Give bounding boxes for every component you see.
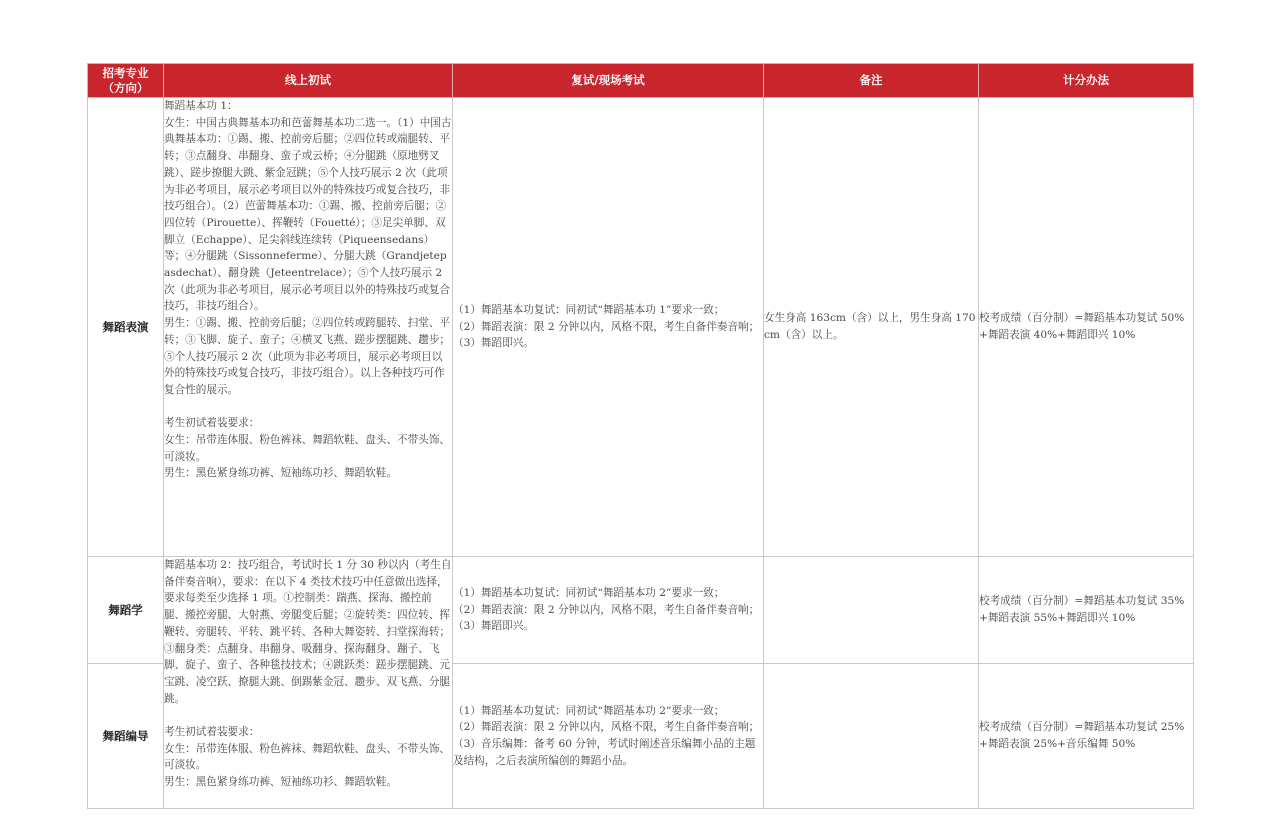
scoring-cell: 校考成绩（百分制）=舞蹈基本功复试 50%+舞蹈表演 40%+舞蹈即兴 10% [979,98,1194,557]
table-row [88,98,1194,557]
remark-cell [764,557,979,664]
table-header-row [88,64,1194,98]
remark-cell: 女生身高 163cm（含）以上，男生身高 170cm（含）以上。 [764,98,979,557]
scoring-cell: 校考成绩（百分制）=舞蹈基本功复试 35%+舞蹈表演 55%+舞蹈即兴 10% [979,557,1194,664]
header-major: 招考专业 （方向） [88,64,164,98]
header-scoring: 计分办法 [979,64,1194,98]
scoring-cell: 校考成绩（百分制）=舞蹈基本功复试 25%+舞蹈表演 25%+音乐编舞 50% [979,664,1194,809]
exam-requirements-table [87,63,1194,809]
header-retest: 复试/现场考试 [453,64,764,98]
online-exam-cell: 舞蹈基本功 1： 女生：中国古典舞基本功和芭蕾舞基本功二选一。（1）中国古典舞基本功：①踢、搬、控前旁后腿；②四位转或端腿转、平转；③点翻身、串翻身、蛮子或云桥；④分腿跳（原地劈叉跳）、蹉步撩腿大跳、紫金冠跳；⑤个人技巧展示 2 次（此项为非必考项目，展示必考项目以外的特殊技巧或复合技巧，非技巧组合）。（2）芭蕾舞基本功：①踢、搬、控前旁后腿；②四位转（Pirouette）、挥鞭转（Fouetté）；③足尖单脚、双脚立（Echappe）、足尖斜线连续转（Piqueensedans）等；④分腿跳（Sissonneferme）、分腿大跳（Grandjetepasdechat）、翻身跳（Jeteentrelace）；⑤个人技巧展示 2 次（此项为非必考项目，展示必考项目以外的特殊技巧或复合技巧，非技巧组合）。 男生：①踢、搬、控前旁后腿；②四位转或跨腿转、扫堂、平转；③飞脚、旋子、蛮子；④横叉飞燕、蹉步摆腿跳、趱步；⑤个人技巧展示 2 次（此项为非必考项目，展示必考项目以外的特殊技巧或复合技巧，非技巧组合）。以上各种技巧可作复合性的展示。 考生初试着装要求： 女生：吊带连体服、粉色裤袜、舞蹈软鞋、盘头、不带头饰、可淡妆。 男生：黑色紧身练功裤、短袖练功衫、舞蹈软鞋。 [164,98,453,557]
major-cell: 舞蹈表演 [88,98,164,557]
major-cell: 舞蹈学 [88,557,164,664]
table-row [88,557,1194,664]
retest-cell: （1）舞蹈基本功复试：同初试“舞蹈基本功 1”要求一致； （2）舞蹈表演：限 2 分钟以内，风格不限，考生自备伴奏音响； （3）舞蹈即兴。 [453,98,764,557]
retest-cell: （1）舞蹈基本功复试：同初试“舞蹈基本功 2”要求一致； （2）舞蹈表演：限 2 分钟以内，风格不限，考生自备伴奏音响； （3）舞蹈即兴。 [453,557,764,664]
header-remark: 备注 [764,64,979,98]
remark-cell [764,664,979,809]
header-online: 线上初试 [164,64,453,98]
retest-cell: （1）舞蹈基本功复试：同初试“舞蹈基本功 2”要求一致； （2）舞蹈表演：限 2 分钟以内，风格不限，考生自备伴奏音响； （3）音乐编舞：备考 60 分钟，考试时阐述音乐编舞小品的主题及结构，之后表演所编创的舞蹈小品。 [453,664,764,809]
online-exam-cell: 舞蹈基本功 2：技巧组合，考试时长 1 分 30 秒以内（考生自备伴奏音响），要求：在以下 4 类技术技巧中任意做出选择，要求每类至少选择 1 项。①控制类：踹燕、探海、搬控前腿、搬控旁腿、大射燕、旁腿变后腿；②旋转类：四位转、挥鞭转、旁腿转、平转、跳平转、各种大舞姿转、扫堂探海转；③翻身类：点翻身、串翻身、吸翻身、探海翻身、蹦子、飞脚、旋子、蛮子、各种毯技技术；④跳跃类：蹉步摆腿跳、元宝跳、凌空跃、撩腿大跳、倒踢紫金冠、趱步、双飞燕、分腿跳。 考生初试着装要求： 女生：吊带连体服、粉色裤袜、舞蹈软鞋、盘头、不带头饰、可淡妆。 男生：黑色紧身练功裤、短袖练功衫、舞蹈软鞋。 [164,557,453,809]
major-cell: 舞蹈编导 [88,664,164,809]
